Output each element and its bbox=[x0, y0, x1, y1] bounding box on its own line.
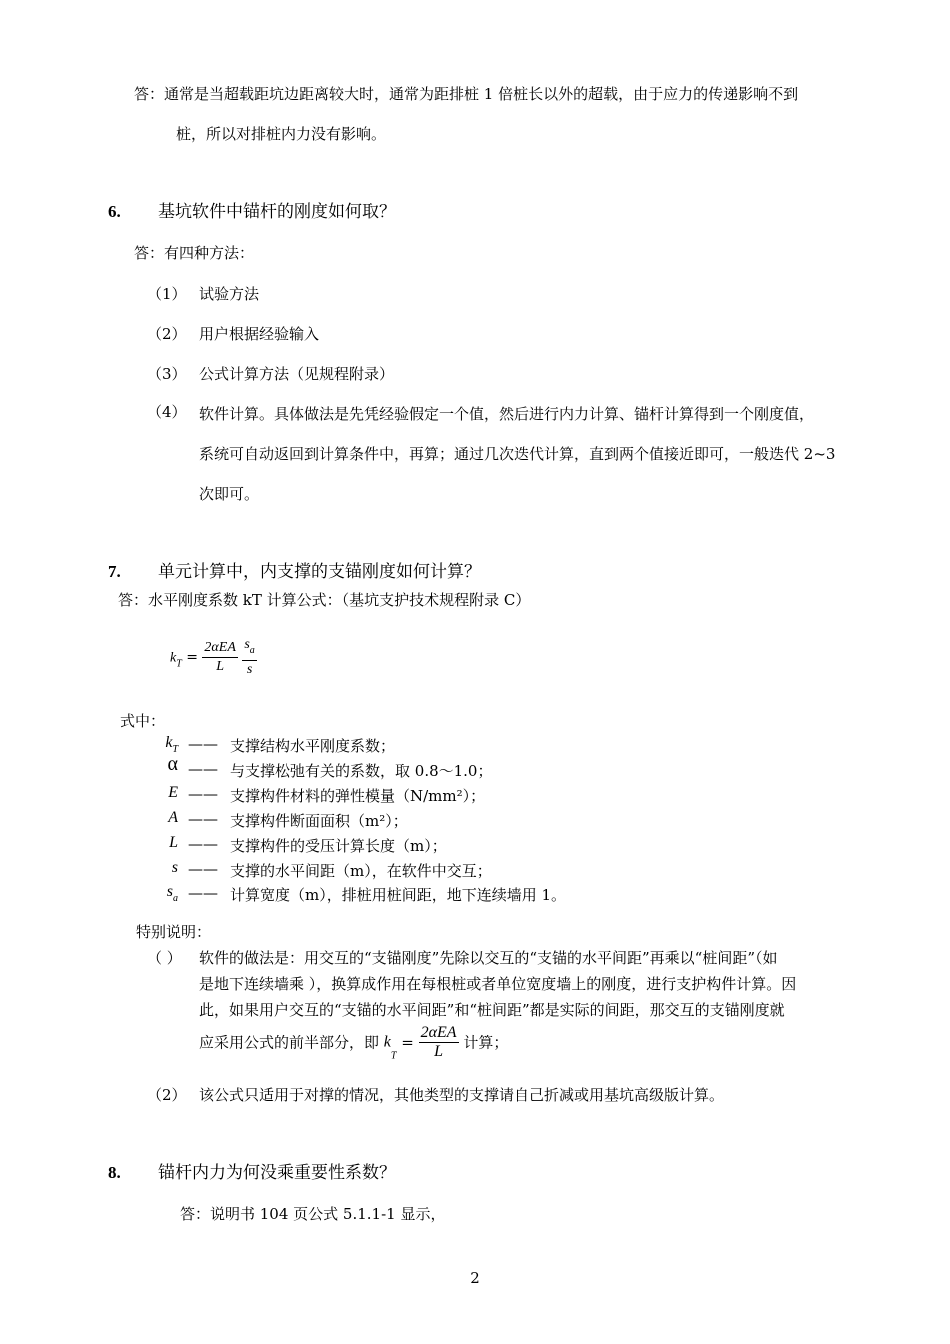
def-dash: —— bbox=[188, 835, 218, 853]
note-formula-den: L bbox=[434, 1043, 444, 1060]
q7-title: 单元计算中，内支撑的支锚刚度如何计算？ bbox=[158, 562, 481, 582]
q6-item-4-line1: 软件计算。具体做法是先凭经验假定一个值，然后进行内力计算、锚杆计算得到一个刚度值， bbox=[199, 405, 815, 423]
note-1-line4-post: 计算； bbox=[463, 1033, 509, 1052]
def-dash: —— bbox=[188, 760, 218, 778]
q6-item-4-label: （4） bbox=[147, 403, 187, 421]
page-number: 2 bbox=[470, 1269, 480, 1287]
def-symbol: k bbox=[165, 734, 173, 751]
q8-heading bbox=[108, 1162, 396, 1184]
def-text: 支撑构件材料的弹性模量（N/mm²）； bbox=[230, 787, 486, 805]
note-formula-eq: = bbox=[401, 1033, 414, 1052]
note-1-line3: 此，如果用户交互的“支锚的水平间距”和“桩间距”都是实际的间距，那交互的支锚刚度就 bbox=[199, 1001, 785, 1019]
formula-k-sub: T bbox=[176, 658, 182, 670]
q7-special: 特别说明： bbox=[136, 923, 212, 941]
def-symbol: s bbox=[166, 883, 173, 900]
note-2-label: （2） bbox=[147, 1086, 187, 1104]
formula-num2-sub: a bbox=[249, 645, 255, 656]
def-text: 与支撑松弛有关的系数，取 0.8～1.0； bbox=[230, 762, 493, 780]
note-formula-k-sub: T bbox=[390, 1050, 397, 1062]
def-symbol: L bbox=[169, 834, 178, 851]
def-dash: —— bbox=[188, 810, 218, 828]
formula-eq: = bbox=[186, 649, 198, 666]
def-symbol-sub: T bbox=[172, 744, 178, 755]
note-formula-k: k bbox=[383, 1033, 391, 1051]
q6-title: 基坑软件中锚杆的刚度如何取？ bbox=[158, 202, 396, 222]
def-text: 支撑构件的受压计算长度（m）； bbox=[230, 837, 447, 855]
note-2-text: 该公式只适用于对撑的情况，其他类型的支撑请自己折减或用基坑高级版计算。 bbox=[199, 1086, 725, 1104]
def-dash: —— bbox=[188, 884, 218, 902]
def-symbol: s bbox=[171, 859, 178, 876]
note-formula-num: 2αEA bbox=[420, 1024, 457, 1041]
q6-item-2-text: 用户根据经验输入 bbox=[199, 325, 320, 343]
q6-item-1-label: （1） bbox=[147, 285, 187, 303]
formula-frac-2 bbox=[242, 636, 256, 679]
def-text: 支撑结构水平刚度系数； bbox=[230, 737, 396, 755]
def-symbol-sub: a bbox=[173, 893, 178, 904]
q6-item-4-line3: 次即可。 bbox=[199, 485, 260, 503]
q6-item-4-line2: 系统可自动返回到计算条件中，再算；通过几次迭代计算，直到两个值接近即可，一般迭代 2~3 bbox=[199, 445, 836, 463]
def-text: 计算宽度（m），排桩用桩间距，地下连续墙用 1。 bbox=[230, 886, 567, 904]
q8-answer: 答：说明书 104 页公式 5.1.1-1 显示， bbox=[180, 1205, 446, 1223]
q7-number: 7. bbox=[108, 562, 121, 581]
note-1-line1: 软件的做法是：用交互的“支锚刚度”先除以交互的“支锚的水平间距”再乘以“桩间距”（如 bbox=[199, 949, 778, 967]
formula-den1: L bbox=[216, 659, 225, 674]
formula-num2-wrap bbox=[242, 636, 256, 661]
q6-number: 6. bbox=[108, 202, 121, 221]
note-1-line4 bbox=[199, 1024, 508, 1067]
def-text: 支撑的水平间距（m），在软件中交互； bbox=[230, 862, 492, 880]
formula-frac-1 bbox=[202, 639, 237, 676]
formula-num2: s bbox=[244, 637, 250, 652]
note-1-label: （ ） bbox=[147, 949, 182, 967]
q6-answer: 答：有四种方法： bbox=[134, 244, 255, 262]
prev-answer-line2: 桩，所以对排桩内力没有影响。 bbox=[176, 125, 387, 143]
formula-num1: 2αEA bbox=[202, 639, 237, 658]
q6-item-2-label: （2） bbox=[147, 325, 187, 343]
def-dash: —— bbox=[188, 735, 218, 753]
def-dash: —— bbox=[188, 860, 218, 878]
note-1-line2: 是地下连续墙乘 ），换算成作用在每根桩或者单位宽度墙上的刚度，进行支护构件计算。因 bbox=[199, 975, 797, 993]
prev-answer-line1: 答：通常是当超载距坑边距离较大时，通常为距排桩 1 倍桩长以外的超载，由于应力的传递影响不到 bbox=[134, 85, 799, 103]
formula-k: k bbox=[170, 650, 177, 666]
q6-heading bbox=[108, 201, 396, 223]
q7-where: 式中： bbox=[120, 712, 166, 730]
formula-den2: s bbox=[246, 662, 253, 677]
q6-item-1-text: 试验方法 bbox=[199, 285, 260, 303]
def-dash: —— bbox=[188, 785, 218, 803]
q7-heading bbox=[108, 561, 481, 583]
q6-item-3-label: （3） bbox=[147, 365, 187, 383]
def-symbol: A bbox=[168, 809, 178, 826]
note-1-line4-pre: 应采用公式的前半部分，即 bbox=[199, 1033, 380, 1052]
def-symbol: α bbox=[167, 753, 178, 775]
note-formula-frac bbox=[419, 1024, 459, 1061]
q7-formula bbox=[170, 636, 257, 679]
def-text: 支撑构件断面面积（m²）； bbox=[230, 812, 408, 830]
def-symbol: E bbox=[168, 784, 178, 801]
q6-item-3-text: 公式计算方法（见规程附录） bbox=[199, 365, 395, 383]
q8-title: 锚杆内力为何没乘重要性系数？ bbox=[158, 1163, 396, 1183]
q7-answer: 答：水平刚度系数 kT 计算公式：（基坑支护技术规程附录 C） bbox=[118, 591, 531, 609]
q8-number: 8. bbox=[108, 1163, 121, 1182]
